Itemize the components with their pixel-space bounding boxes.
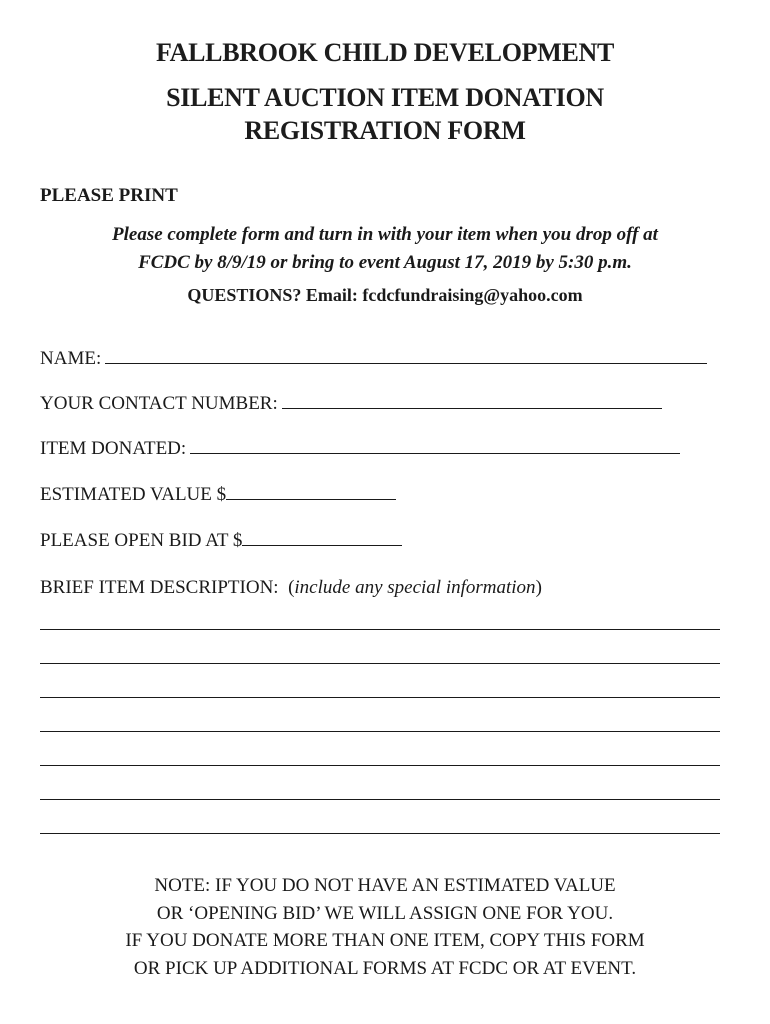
instructions-text bbox=[30, 221, 740, 277]
open-bid-input-line[interactable] bbox=[242, 529, 402, 546]
note-text bbox=[0, 872, 770, 982]
form-title-registration: REGISTRATION FORM bbox=[244, 116, 526, 145]
form-title-auction: SILENT AUCTION ITEM DONATION bbox=[166, 83, 604, 112]
questions-contact-text: QUESTIONS? Email: fcdcfundraising@yahoo.com bbox=[187, 285, 583, 305]
description-hint-close: ) bbox=[535, 577, 542, 598]
form-title-organization: FALLBROOK CHILD DEVELOPMENT bbox=[155, 38, 615, 67]
estimated-value-field bbox=[40, 483, 396, 506]
item-donated-label: ITEM DONATED: bbox=[40, 438, 187, 459]
item-donated-field bbox=[40, 437, 680, 460]
instructions-line-2: FCDC by 8/9/19 or bring to event August 17, 2019 by 5:30 p.m. bbox=[138, 252, 632, 273]
note-line-4: OR PICK UP ADDITIONAL FORMS AT FCDC OR AT EVENT. bbox=[133, 957, 637, 979]
description-lines bbox=[40, 596, 720, 834]
description-line[interactable] bbox=[40, 766, 720, 800]
description-line[interactable] bbox=[40, 630, 720, 664]
estimated-value-input-line[interactable] bbox=[226, 483, 396, 500]
estimated-value-label: ESTIMATED VALUE $ bbox=[40, 484, 227, 505]
item-donated-input-line[interactable] bbox=[190, 437, 680, 454]
please-print-label: PLEASE PRINT bbox=[40, 185, 178, 206]
description-hint-open: ( bbox=[288, 577, 295, 598]
description-hint: include any special information bbox=[294, 577, 536, 598]
description-line[interactable] bbox=[40, 664, 720, 698]
description-line[interactable] bbox=[40, 800, 720, 834]
contact-number-input-line[interactable] bbox=[282, 392, 662, 409]
contact-number-label: YOUR CONTACT NUMBER: bbox=[40, 393, 278, 414]
name-input-line[interactable] bbox=[105, 347, 707, 364]
instructions-line-1: Please complete form and turn in with your item when you drop off at bbox=[112, 224, 658, 245]
open-bid-label: PLEASE OPEN BID AT $ bbox=[40, 530, 243, 551]
description-line[interactable] bbox=[40, 698, 720, 732]
description-line[interactable] bbox=[40, 732, 720, 766]
name-label: NAME: bbox=[40, 348, 102, 369]
note-line-2: OR ‘OPENING BID’ WE WILL ASSIGN ONE FOR YOU. bbox=[156, 902, 614, 924]
open-bid-field bbox=[40, 529, 402, 552]
description-line[interactable] bbox=[40, 596, 720, 630]
name-field bbox=[40, 347, 707, 370]
note-line-1: NOTE: IF YOU DO NOT HAVE AN ESTIMATED VALUE bbox=[154, 875, 616, 896]
note-line-3: IF YOU DONATE MORE THAN ONE ITEM, COPY THIS FORM bbox=[125, 930, 645, 951]
contact-number-field bbox=[40, 392, 662, 415]
description-label: BRIEF ITEM DESCRIPTION: bbox=[40, 577, 279, 598]
